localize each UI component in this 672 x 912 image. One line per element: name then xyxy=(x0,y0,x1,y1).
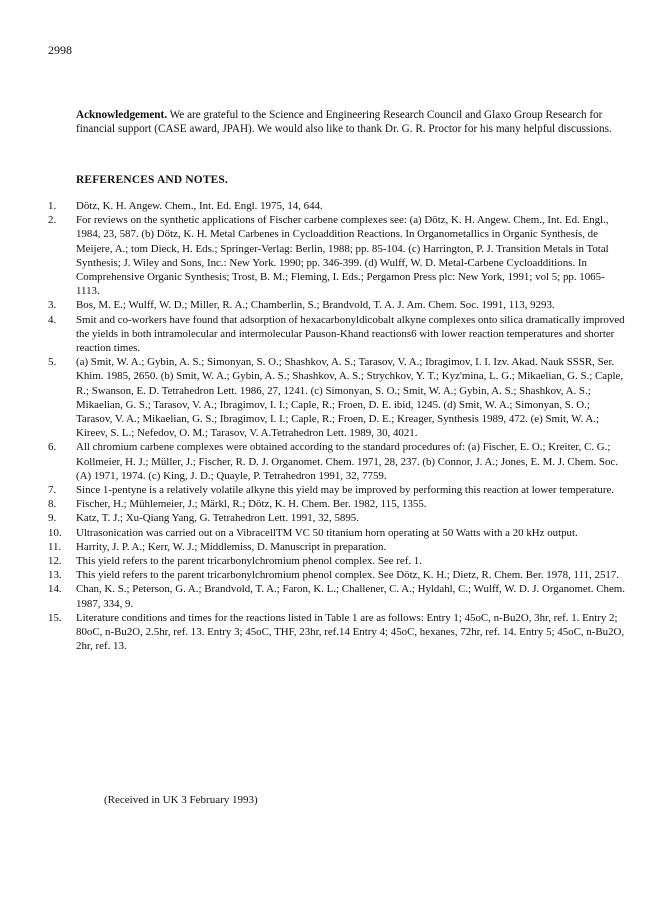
reference-item xyxy=(48,540,628,554)
reference-number: 10. xyxy=(48,526,62,539)
reference-text: Harrity, J. P. A.; Kerr, W. J.; Middlemiss, D. Manuscript in preparation. xyxy=(76,540,387,553)
reference-item xyxy=(48,313,628,356)
reference-item xyxy=(48,554,628,568)
reference-number: 5. xyxy=(48,356,57,369)
reference-text: All chromium carbene complexes were obtained according to the standard procedures of: (a) Fischer, E. O.; Kreiter, C. G.; Kollmeier, H. J.; Müller, J.; Fischer, R. D. J. Organomet. Chem. 1971, 28, 237. (b) Connor, J. A.; Jones, E. M. J. Chem. Soc. (A) 1971, 1974. (c) King, J. D.; Quayle, P. Tetrahedron 1991, 32, 7759. xyxy=(76,441,618,482)
reference-number: 14. xyxy=(48,583,62,596)
reference-text: Katz, T. J.; Xu-Qiang Yang, G. Tetrahedron Lett. 1991, 32, 5895. xyxy=(76,512,359,525)
acknowledgement-text: We are grateful to the Science and Engineering Research Council and Glaxo Group Research for financial support (CASE award, JPAH). We would also like to thank Dr. G. R. Proctor for his many helpful discussions. xyxy=(76,109,612,135)
reference-text: Dötz, K. H. Angew. Chem., Int. Ed. Engl. 1975, 14, 644. xyxy=(76,200,323,212)
reference-text: (a) Smit, W. A.; Gybin, A. S.; Simonyan, S. O.; Shashkov, A. S.; Tarasov, V. A.; Ibragimov, I. I. Izv. Akad. Nauk SSSR, Ser. Khim. 1985, 2650. (b) Smit, W. A.; Gybin, A. S.; Shashkov, A. S.; Strychkov, Y. T.; Kyz'mina, L. G.; Mikaelian, G. S.; Caple, R.; Swanson, E. D. Tetrahedron Lett. 1986, 27, 1241. (c) Simonyan, S. O.; Smit, W. A.; Gybin, A. S.; Shashkov, A. S.; Mikaelian, G. S.; Tarasov, V. A.; Ibragimov, I. I.; Caple, R.; Froen, D. E. ibid, 1245. (d) Smit, W. A.; Simonyan, S. O.; Tarasov, V. A.; Mikaelian, G. S.; Ibragimov, I. I.; Caple, R.; Froen, D. E.; Kreager, Synthesis 1989, 472. (e) Smit, W. A.; Kireev, S. L.; Nefedov, O. M.; Tarasov, V. A.Tetrahedron Lett. 1989, 30, 4021. xyxy=(76,356,624,440)
reference-number: 8. xyxy=(48,498,57,511)
reference-text: For reviews on the synthetic applications of Fischer carbene complexes see: (a) Dötz, K. H. Angew. Chem., Int. Ed. Engl., 1984, 23, 587. (b) Dötz, K. H. Metal Carbenes in Cycloaddition Reactions. In Organometallics in Organic Synthesis, de Meijere, A.; tom Dieck, H. Eds.; Springer-Verlag: Berlin, 1988; pp. 85-104. (c) Harrington, P. J. Transition Metals in Total Synthesis; J. Wiley and Sons, Inc.: New York. 1990; pp. 346-399. (d) Wulff, W. D. Metal-Carbene Cycloadditions. In Comprehensive Organic Synthesis; Trost, B. M.; Fleming, I. Eds.; Pergamon Press plc: New York, 1991; vol 5; pp. 1065-1113. xyxy=(76,214,609,298)
reference-text: Ultrasonication was carried out on a VibracellTM VC 50 titanium horn operating at 50 Watts with a 20 kHz output. xyxy=(76,526,578,539)
reference-text: Literature conditions and times for the reactions listed in Table 1 are as follows: Entry 1; 45oC, n-Bu2O, 3hr, ref. 1. Entry 2; 80oC, n-Bu2O, 2.5hr, ref. 13. Entry 3; 45oC, THF, 23hr, ref.14 Entry 4; 45oC, hexanes, 72hr, ref. 14. Entry 5; 45oC, n-Bu2O, 2hr, ref. 13. xyxy=(76,611,625,653)
reference-number: 3. xyxy=(48,299,57,312)
reference-item xyxy=(48,199,628,213)
reference-item xyxy=(48,298,628,312)
reference-number: 2. xyxy=(48,214,57,227)
reference-text: Smit and co-workers have found that adsorption of hexacarbonyldicobalt alkyne complexes onto silica dramatically improved the yields in both intramolecular and intermolecular Pauson-Khand reactions6 with lower reaction temperatures and shorter reaction times. xyxy=(76,313,625,355)
reference-text: Fischer, H.; Mühlemeier, J.; Märkl, R.; Dötz, K. H. Chem. Ber. 1982, 115, 1355. xyxy=(76,498,427,511)
reference-number: 9. xyxy=(48,512,57,525)
reference-item xyxy=(48,355,628,440)
reference-item xyxy=(48,213,628,298)
reference-item xyxy=(48,611,628,654)
acknowledgement-heading: Acknowledgement. xyxy=(76,109,168,122)
reference-text: Bos, M. E.; Wulff, W. D.; Miller, R. A.; Chamberlin, S.; Brandvold, T. A. J. Am. Chem. Soc. 1991, 113, 9293. xyxy=(76,299,555,312)
references-list xyxy=(48,199,628,654)
reference-item xyxy=(48,526,628,540)
reference-number: 15. xyxy=(48,611,62,624)
reference-number: 6. xyxy=(48,441,57,454)
acknowledgement-paragraph xyxy=(76,109,624,136)
reference-item xyxy=(48,582,628,610)
received-date: (Received in UK 3 February 1993) xyxy=(104,794,258,806)
reference-text: Since 1-pentyne is a relatively volatile alkyne this yield may be improved by performing this reaction at lower temperature. xyxy=(76,484,615,497)
reference-number: 12. xyxy=(48,555,62,568)
reference-item xyxy=(48,483,628,497)
reference-text: This yield refers to the parent tricarbonylchromium phenol complex. See Dötz, K. H.; Dietz, R. Chem. Ber. 1978, 111, 2517. xyxy=(76,569,619,582)
reference-text: This yield refers to the parent tricarbonylchromium phenol complex. See ref. 1. xyxy=(76,555,422,568)
reference-number: 13. xyxy=(48,569,62,582)
reference-item xyxy=(48,497,628,511)
reference-number: 4. xyxy=(48,313,57,326)
reference-number: 7. xyxy=(48,484,57,497)
reference-item xyxy=(48,568,628,582)
reference-item xyxy=(48,511,628,525)
reference-item xyxy=(48,440,628,483)
page-number: 2998 xyxy=(48,43,72,57)
reference-text: Chan, K. S.; Peterson, G. A.; Brandvold, T. A.; Faron, K. L.; Challener, C. A.; Hyldahl, C.; Wulff, W. D. J. Organomet. Chem. 1987, 334, 9. xyxy=(76,583,625,610)
references-heading: REFERENCES AND NOTES. xyxy=(76,174,228,186)
reference-number: 1. xyxy=(48,200,57,212)
reference-number: 11. xyxy=(48,540,62,553)
